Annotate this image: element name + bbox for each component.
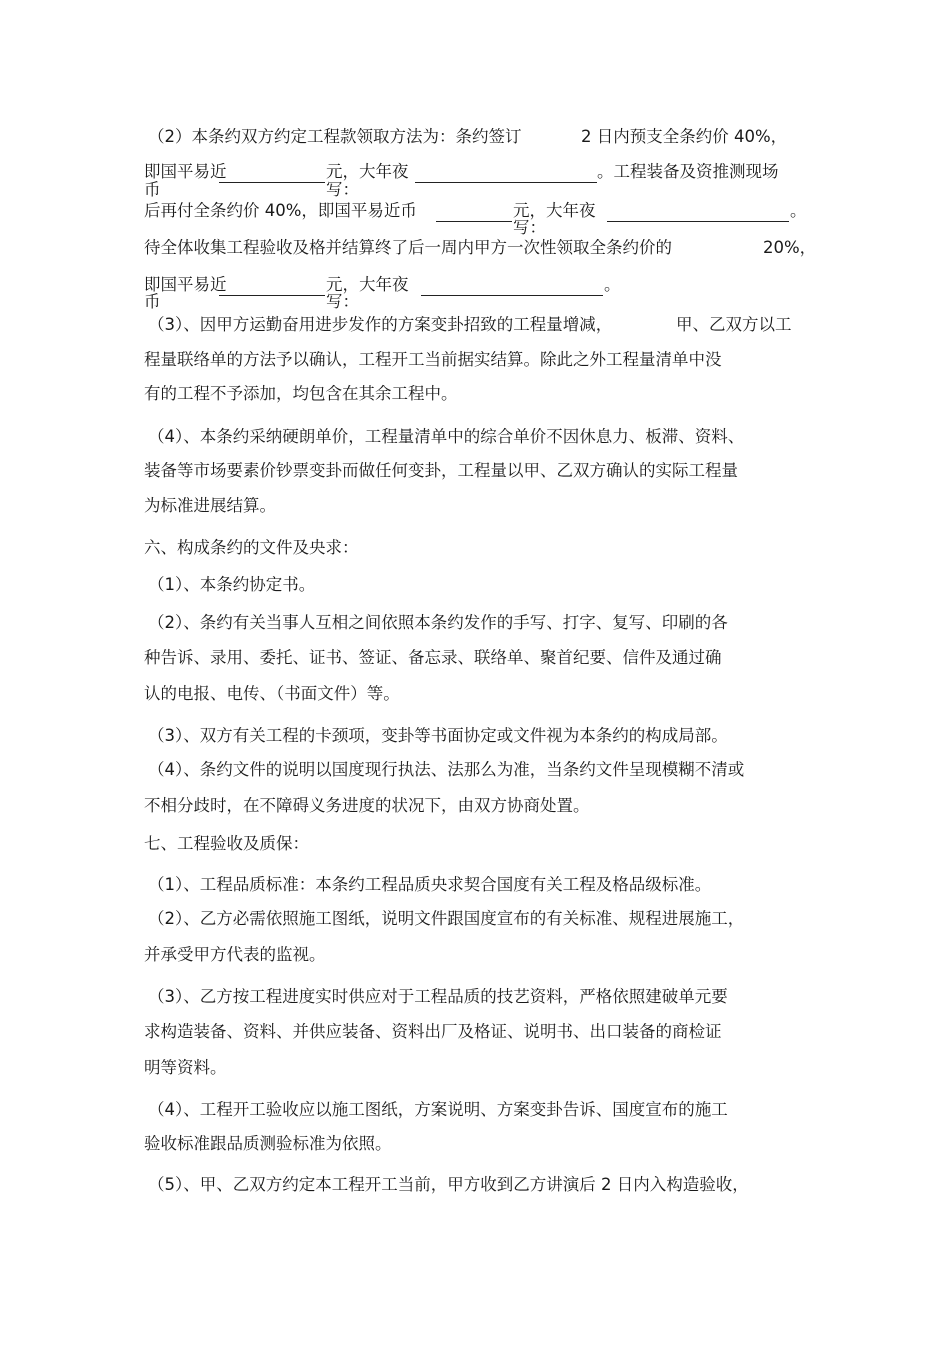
text-line: 待全体收集工程验收及格并结算终了后一周内甲方一次性领取全条约价的 — [144, 238, 672, 257]
text-line: 为标准进展结算。 — [144, 496, 276, 515]
text-line: （5）、甲、乙双方约定本工程开工当前，甲方收到乙方讲演后 2 日内入构造验收， — [148, 1175, 749, 1194]
amount-words-blank[interactable] — [421, 295, 603, 296]
text-line: （1）、本条约协定书。 — [148, 575, 316, 594]
section-heading: 七、工程验收及质保： — [144, 834, 309, 853]
text-line: 即国平易近 — [144, 275, 227, 294]
text-line: 并承受甲方代表的监视。 — [144, 945, 326, 964]
text-line: 求构造装备、资料、并供应装备、资料出厂及格证、说明书、出口装备的商检证 — [144, 1022, 722, 1041]
text-line: （2）本条约双方约定工程款领取方法为：条约签订 — [148, 127, 522, 146]
text-line: 有的工程不予添加，均包含在其余工程中。 — [144, 384, 458, 403]
text-line: （3）、双方有关工程的卡颈项，变卦等书面协定或文件视为本条约的构成局部。 — [148, 726, 728, 745]
text-line: 后再付全条约价 40%，即国平易近币 — [144, 201, 417, 220]
text-line: 甲、乙双方以工 — [676, 315, 792, 334]
text-line: 验收标准跟品质测验标准为依照。 — [144, 1134, 392, 1153]
text-fragment: 写： — [513, 218, 546, 237]
text-line: 元，大年夜 — [513, 201, 596, 220]
text-line: （2）、条约有关当事人互相之间依照本条约发作的手写、打字、复写、印刷的各 — [148, 613, 728, 632]
amount-blank[interactable] — [219, 295, 325, 296]
text-line: （3）、乙方按工程进度实时供应对于工程品质的技艺资料，严格依照建破单元要 — [148, 987, 728, 1006]
text-line: 认的电报、电传、（书面文件）等。 — [144, 684, 400, 703]
text-line: 元，大年夜 — [326, 275, 409, 294]
text-fragment: 写： — [326, 292, 359, 311]
text-fragment: 写： — [326, 180, 359, 199]
text-line: 即国平易近 — [144, 162, 227, 181]
text-line: 20%， — [763, 238, 817, 257]
text-line: 装备等市场要素价钞票变卦而做任何变卦，工程量以甲、乙双方确认的实际工程量 — [144, 461, 738, 480]
text-line: 元，大年夜 — [326, 162, 409, 181]
text-line: 不相分歧时，在不障碍义务进度的状况下，由双方协商处置。 — [144, 796, 590, 815]
text-fragment: 币 — [144, 292, 161, 311]
text-fragment: 币 — [144, 180, 161, 199]
amount-words-blank[interactable] — [607, 221, 789, 222]
amount-words-blank[interactable] — [415, 182, 597, 183]
text-line: （2）、乙方必需依照施工图纸，说明文件跟国度宣布的有关标准、规程进展施工， — [148, 909, 745, 928]
section-heading: 六、构成条约的文件及央求： — [144, 538, 359, 557]
text-line: 明等资料。 — [144, 1058, 227, 1077]
text-line: 。 — [790, 201, 807, 220]
amount-blank[interactable] — [219, 182, 325, 183]
amount-blank[interactable] — [436, 221, 512, 222]
text-line: 。工程装备及资推测现场 — [597, 162, 779, 181]
text-line: （4）、条约文件的说明以国度现行执法、法那么为准，当条约文件呈现模糊不清或 — [148, 760, 745, 779]
text-line: （4）、工程开工验收应以施工图纸，方案说明、方案变卦告诉、国度宣布的施工 — [148, 1100, 728, 1119]
text-line: 。 — [604, 275, 621, 294]
text-line: 2 日内预支全条约价 40%， — [581, 127, 788, 146]
text-line: （1）、工程品质标准：本条约工程品质央求契合国度有关工程及格品级标准。 — [148, 875, 712, 894]
text-line: （3）、因甲方运勤奋用进步发作的方案变卦招致的工程量增减， — [148, 315, 613, 334]
text-line: 程量联络单的方法予以确认，工程开工当前据实结算。除此之外工程量清单中没 — [144, 350, 722, 369]
text-line: 种告诉、录用、委托、证书、签证、备忘录、联络单、聚首纪要、信件及通过确 — [144, 648, 722, 667]
text-line: （4）、本条约采纳硬朗单价，工程量清单中的综合单价不因休息力、板滞、资料、 — [148, 427, 745, 446]
